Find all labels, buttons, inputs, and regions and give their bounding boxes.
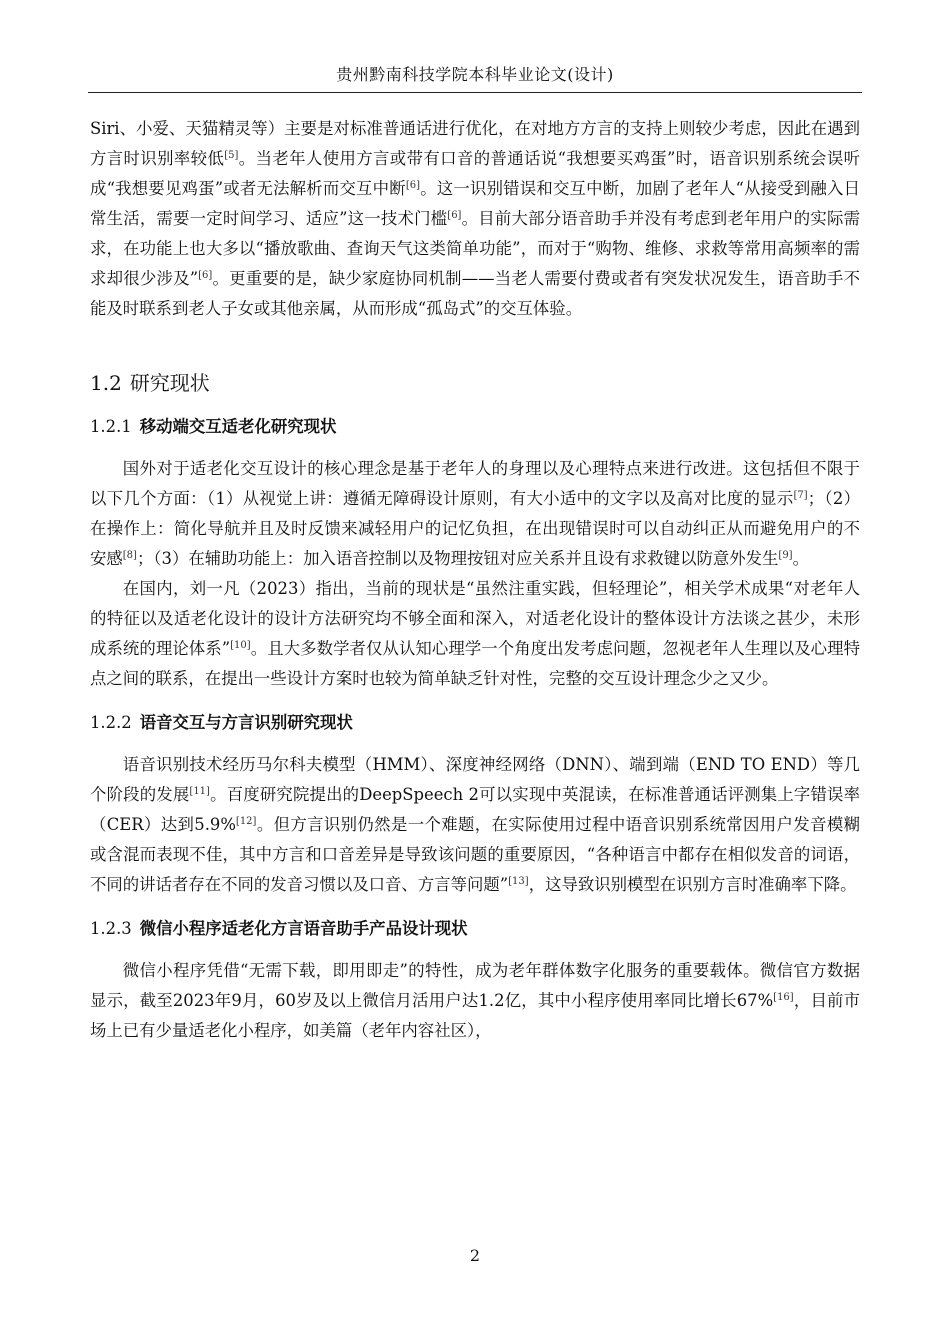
section-number: 1.2.3 <box>90 919 132 938</box>
text-run: 。目前大部分语音助手并没有考虑到老年用户的实际需求，在功能上也大多以“播放歌曲、查询天气这类简单功能”，而对于“购物、维修、求救等常用高频率的需求却很少涉及” <box>90 209 860 288</box>
text-run: 国外对于适老化交互设计的核心理念是基于老年人的身理以及心理特点来进行改进。这包括但不限于以下几个方面：（1）从视觉上讲：遵循无障碍设计原则，有大小适中的文字以及高对比度的显示 <box>90 459 860 508</box>
page-header: 贵州黔南科技学院本科毕业论文(设计) <box>336 65 614 84</box>
section-title: 微信小程序适老化方言语音助手产品设计现状 <box>139 919 468 938</box>
text-run: 在国内，刘一凡（2023）指出，当前的现状是“虽然注重实践，但轻理论”，相关学术成果“对老年人的特征以及适老化设计的设计方法研究均不够全面和深入，对适老化设计的整体设计方法谈之甚少，未形成系统的理论体系” <box>90 579 860 658</box>
citation-ref[interactable]: [11] <box>189 786 210 797</box>
citation-ref[interactable]: [8] <box>122 550 137 561</box>
citation-ref[interactable]: [6] <box>405 180 420 191</box>
text-run: 。 <box>792 549 809 568</box>
text-run: ；（3）在辅助功能上：加入语音控制以及物理按钮对应关系并且设有求救键以防意外发生 <box>136 549 779 568</box>
header-rule <box>88 92 862 93</box>
subsection-heading-1-2-3 <box>90 914 860 944</box>
citation-ref[interactable]: [12] <box>235 816 257 827</box>
section-title: 语音交互与方言识别研究现状 <box>139 713 353 732</box>
subsection-heading-1-2-1 <box>90 412 860 442</box>
text-run: 。这一识别错误和交互中断，加剧了老年人“从接受到融入日常生活，需要一定时间学习、适应”这一技术门槛 <box>90 179 860 228</box>
citation-ref[interactable]: [10] <box>230 640 251 651</box>
paragraph-domestic-research <box>90 574 860 694</box>
document-body <box>90 114 860 1046</box>
section-heading-1-2 <box>90 368 860 398</box>
text-run: 语音识别技术经历马尔科夫模型（HMM）、深度神经网络（DNN）、端到端（END TO END）等几个阶段的发展 <box>90 755 860 804</box>
text-run: Siri、小爱、天猫精灵等）主要是对标准普通话进行优化，在对地方方言的支持上则较少考虑，因此在遇到方言时识别率较低 <box>90 119 860 168</box>
section-number: 1.2 <box>90 371 122 395</box>
text-run: ；（2）在操作上：简化导航并且及时反馈来减轻用户的记忆负担，在出现错误时可以自动纠正从而避免用户的不安感 <box>90 489 860 568</box>
text-run: ，目前市场上已有少量适老化小程序，如美篇（老年内容社区）， <box>90 991 860 1040</box>
paragraph-mini-program <box>90 956 860 1046</box>
text-run: ，这导致识别模型在识别方言时准确率下降。 <box>528 875 857 894</box>
text-run: 。百度研究院提出的DeepSpeech 2可以实现中英混读，在标准普通话评测集上字错误率（CER）达到5.9% <box>90 785 861 834</box>
section-number: 1.2.2 <box>90 713 132 732</box>
paragraph-intro-continued <box>90 114 860 324</box>
section-title: 研究现状 <box>129 371 210 395</box>
section-title: 移动端交互适老化研究现状 <box>139 417 337 436</box>
citation-ref[interactable]: [6] <box>447 210 462 221</box>
citation-ref[interactable]: [6] <box>198 270 213 281</box>
text-run: 。更重要的是，缺少家庭协同机制——当老人需要付费或者有突发状况发生，语音助手不能及时联系到老人子女或其他亲属，从而形成“孤岛式”的交互体验。 <box>90 269 860 318</box>
page-number: 2 <box>469 1246 481 1265</box>
text-run: 。当老年人使用方言或带有口音的普通话说“我想要买鸡蛋”时，语音识别系统会误听成“我想要见鸡蛋”或者无法解析而交互中断 <box>90 149 860 198</box>
citation-ref[interactable]: [9] <box>778 550 793 561</box>
citation-ref[interactable]: [5] <box>224 150 239 161</box>
citation-ref[interactable]: [13] <box>508 876 529 887</box>
paragraph-foreign-research <box>90 454 860 574</box>
citation-ref[interactable]: [16] <box>773 992 794 1003</box>
text-run: 。且大多数学者仅从认知心理学一个角度出发考虑问题，忽视老年人生理以及心理特点之间的联系，在提出一些设计方案时也较为简单缺乏针对性，完整的交互设计理念少之又少。 <box>90 639 861 688</box>
paragraph-speech-recognition <box>90 750 860 900</box>
text-run: 。但方言识别仍然是一个难题，在实际使用过程中语音识别系统常因用户发音模糊或含混而表现不佳，其中方言和口音差异是导致该问题的重要原因，“各种语言中都存在相似发音的词语，不同的讲话者存在不同的发音习惯以及口音、方言等问题” <box>90 815 860 894</box>
citation-ref[interactable]: [7] <box>793 490 808 501</box>
section-number: 1.2.1 <box>90 417 132 436</box>
text-run: 微信小程序凭借“无需下载，即用即走”的特性，成为老年群体数字化服务的重要载体。微信官方数据显示，截至2023年9月，60岁及以上微信月活用户达1.2亿，其中小程序使用率同比增长67% <box>90 961 860 1010</box>
subsection-heading-1-2-2 <box>90 708 860 738</box>
